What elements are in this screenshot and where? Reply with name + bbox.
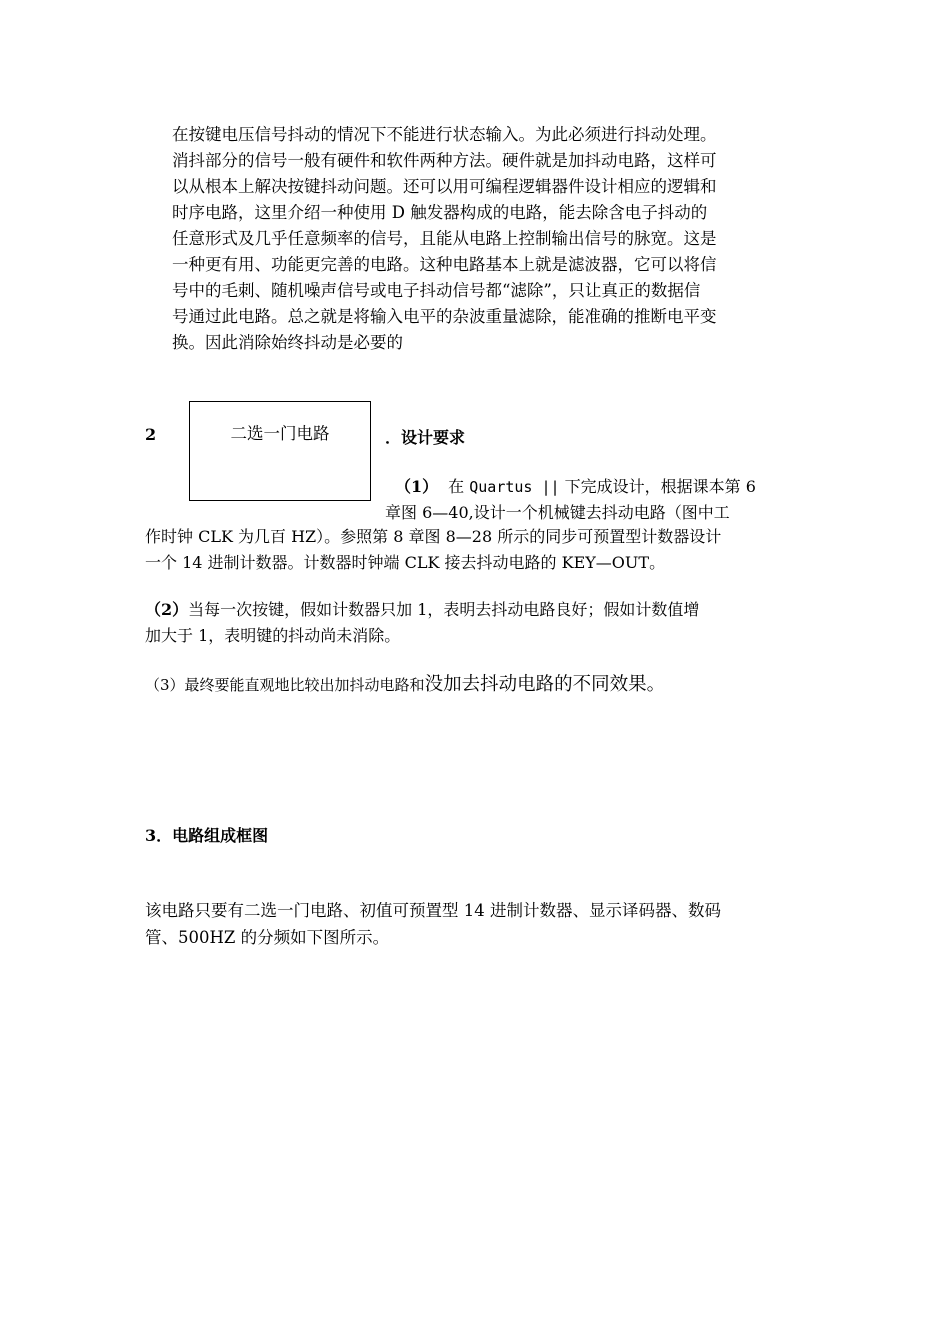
requirement-text: 加大于 1，表明键的抖动尚未消除。 bbox=[145, 626, 401, 645]
requirement-text: 一个 14 进制计数器。计数器时钟端 CLK 接去抖动电路的 KEY—OUT。 bbox=[145, 553, 666, 572]
intro-line: 换。因此消除始终抖动是必要的 bbox=[172, 333, 403, 352]
requirement-text: 当每一次按键，假如计数器只加 1，表明去抖动电路良好；假如计数值增 bbox=[188, 600, 700, 619]
requirement-text: 没加去抖动电路的不同效果。 bbox=[424, 674, 666, 695]
intro-line: 任意形式及几乎任意频率的信号，且能从电路上控制输出信号的脉宽。这是 bbox=[172, 229, 717, 248]
intro-line: 号中的毛刺、随机噪声信号或电子抖动信号都“滤除”，只让真正的数据信 bbox=[172, 281, 701, 300]
requirement-1-second-line bbox=[385, 500, 730, 526]
floating-text-box bbox=[189, 401, 371, 501]
requirement-prefix: （2） bbox=[145, 600, 189, 619]
paragraph-line: 该电路只要有二选一门电路、初值可预置型 14 进制计数器、显示译码器、数码 bbox=[145, 901, 721, 920]
requirement-text: 作时钟 CLK 为几百 HZ）。参照第 8 章图 8—28 所示的同步可预置型计数器设计 bbox=[145, 527, 722, 546]
intro-line: 一种更有用、功能更完善的电路。这种电路基本上就是滤波器，它可以将信 bbox=[172, 255, 717, 274]
requirement-text: 章图 6—40,设计一个机械键去抖动电路（图中工 bbox=[385, 503, 730, 522]
requirement-2 bbox=[145, 597, 699, 649]
requirement-prefix: （1） bbox=[395, 477, 439, 496]
section-number: 2 bbox=[145, 425, 157, 444]
section-heading: ．设计要求 bbox=[385, 428, 466, 447]
closing-paragraph bbox=[145, 897, 721, 951]
intro-line: 号通过此电路。总之就是将输入电平的杂波重量滤除，能准确的推断电平变 bbox=[172, 307, 717, 326]
requirement-text: 最终要能直观地比较出加抖动电路和 bbox=[184, 676, 425, 694]
text-box-label: 二选一门电路 bbox=[230, 424, 330, 443]
intro-line: 以从根本上解决按键抖动问题。还可以用可编程逻辑器件设计相应的逻辑和 bbox=[172, 177, 717, 196]
section-heading: 3．电路组成框图 bbox=[145, 826, 269, 845]
software-name: Quartus || bbox=[469, 478, 560, 496]
intro-line: 在按键电压信号抖动的情况下不能进行状态输入。为此必须进行抖动处理。 bbox=[172, 125, 717, 144]
requirement-text: 下完成设计，根据课本第 6 bbox=[564, 477, 756, 496]
paragraph-line: 管、500HZ 的分频如下图所示。 bbox=[145, 928, 390, 947]
intro-line: 时序电路，这里介绍一种使用 D 触发器构成的电路，能去除含电子抖动的 bbox=[172, 203, 708, 222]
requirement-3 bbox=[145, 672, 665, 698]
intro-line: 消抖部分的信号一般有硬件和软件两种方法。硬件就是加抖动电路，这样可 bbox=[172, 151, 717, 170]
requirement-1-first-line bbox=[395, 474, 756, 500]
requirement-1-rest bbox=[145, 524, 721, 576]
intro-paragraph bbox=[172, 122, 812, 356]
requirement-prefix: （3） bbox=[145, 676, 185, 694]
requirement-text: 在 bbox=[448, 477, 465, 496]
